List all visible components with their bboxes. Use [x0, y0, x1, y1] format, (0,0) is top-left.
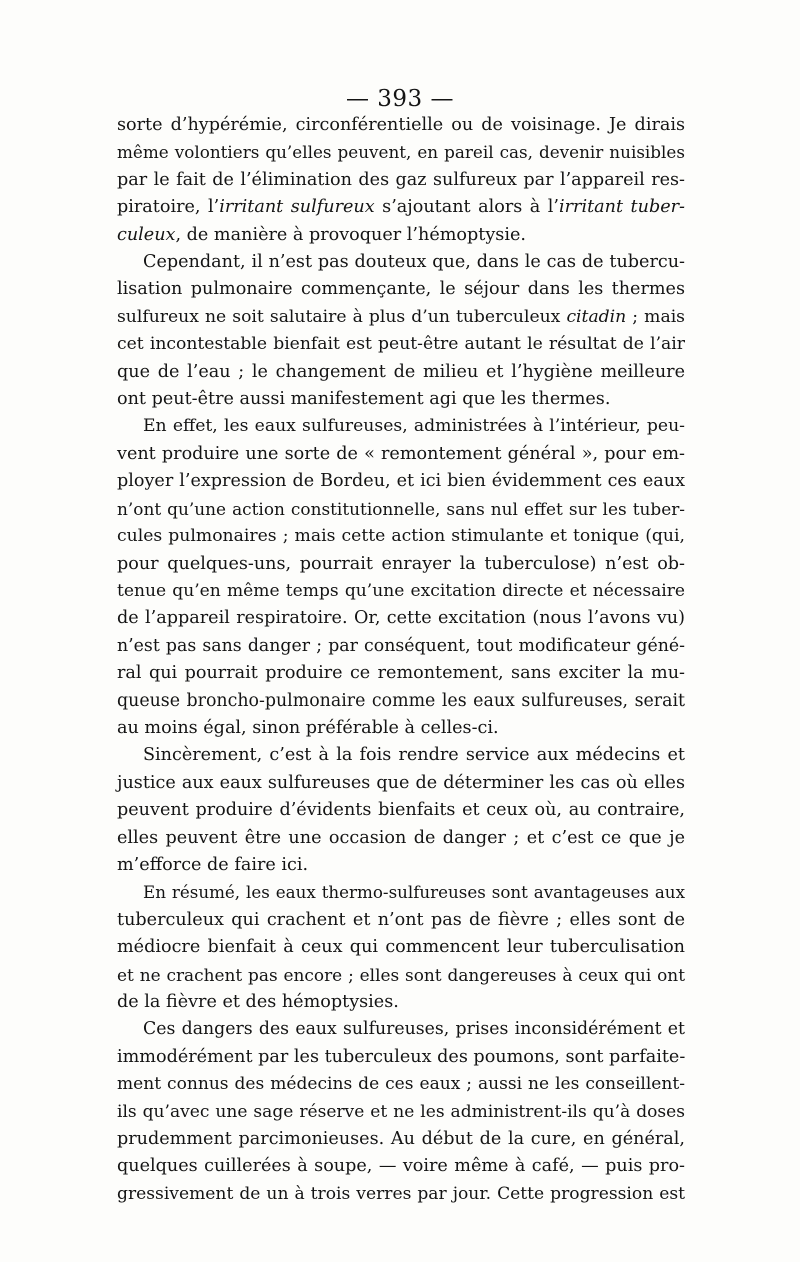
- text-line: ployer l’expression de Bordeu, et ici bien évidemment ces eaux: [117, 471, 685, 492]
- text-line: lisation pulmonaire commençante, le séjour dans les thermes: [117, 279, 685, 300]
- text-line: de l’appareil respiratoire. Or, cette excitation (nous l’avons vu): [117, 608, 685, 629]
- text-line: culeux, de manière à provoquer l’hémoptysie.: [117, 224, 526, 245]
- page-number: — 393 —: [345, 86, 455, 112]
- text-line: prudemment parcimonieuses. Au début de la cure, en général,: [117, 1129, 685, 1150]
- text-line: de la fièvre et des hémoptysies.: [117, 992, 399, 1012]
- text-line: ils qu’avec une sage réserve et ne les administrent-ils qu’à doses: [117, 1101, 685, 1122]
- text-line: gressivement de un à trois verres par jour. Cette progression est: [117, 1183, 685, 1204]
- text-line: au moins égal, sinon préférable à celles-ci.: [117, 717, 499, 738]
- text-line: elles peuvent être une occasion de danger ; et c’est ce que je: [117, 827, 685, 848]
- text-line: immodérément par les tuberculeux des poumons, sont parfaite-: [117, 1046, 686, 1067]
- text-line: En résumé, les eaux thermo-sulfureuses sont avantageuses aux: [143, 882, 685, 903]
- text-line: piratoire, l’irritant sulfureux s’ajoutant alors à l’irritant tuber-: [117, 197, 685, 218]
- text-line: sulfureux ne soit salutaire à plus d’un tuberculeux citadin ; mais: [117, 306, 685, 327]
- text-line: tuberculeux qui crachent et n’ont pas de fièvre ; elles sont de: [117, 909, 685, 930]
- text-line: n’est pas sans danger ; par conséquent, tout modificateur géné-: [117, 635, 685, 656]
- text-line: queuse broncho-pulmonaire comme les eaux sulfureuses, serait: [117, 690, 685, 711]
- text-line: cules pulmonaires ; mais cette action stimulante et tonique (qui,: [117, 526, 685, 547]
- text-line: n’ont qu’une action constitutionnelle, sans nul effet sur les tuber-: [117, 498, 685, 519]
- paragraph: [117, 1016, 685, 1208]
- text-line: ment connus des médecins de ces eaux ; aussi ne les conseillent-: [117, 1074, 685, 1095]
- text-line: vent produire une sorte de « remontement général », pour em-: [117, 443, 685, 464]
- text-line: Ces dangers des eaux sulfureuses, prises inconsidérément et: [143, 1019, 685, 1040]
- text-line: cet incontestable bienfait est peut-être autant le résultat de l’air: [117, 334, 685, 355]
- text-line: même volontiers qu’elles peuvent, en pareil cas, devenir nuisibles: [117, 142, 685, 163]
- text-line: ont peut-être aussi manifestement agi que les thermes.: [117, 389, 611, 410]
- body-text: [117, 112, 685, 1208]
- text-line: que de l’eau ; le changement de milieu et l’hygiène meilleure: [117, 361, 685, 382]
- paragraph: [117, 413, 685, 742]
- text-line: peuvent produire d’évidents bienfaits et ceux où, au contraire,: [117, 800, 685, 821]
- text-line: pour quelques-uns, pourrait enrayer la tuberculose) n’est ob-: [117, 553, 685, 574]
- text-line: m’efforce de faire ici.: [117, 854, 309, 875]
- paragraph: [117, 742, 685, 879]
- paragraph: [117, 112, 685, 249]
- text-line: justice aux eaux sulfureuses que de déterminer les cas où elles: [117, 772, 685, 793]
- text-line: tenue qu’en même temps qu’une excitation directe et nécessaire: [117, 580, 685, 601]
- paragraph: [117, 879, 685, 1016]
- paragraph: [117, 249, 685, 413]
- text-line: médiocre bienfait à ceux qui commencent leur tuberculisation: [117, 937, 685, 958]
- text-line: et ne crachent pas encore ; elles sont dangereuses à ceux qui ont: [117, 964, 685, 985]
- text-line: sorte d’hypérémie, circonférentielle ou de voisinage. Je dirais: [117, 115, 685, 135]
- text-line: Cependant, il n’est pas douteux que, dans le cas de tubercu-: [143, 252, 685, 273]
- text-line: En effet, les eaux sulfureuses, administrées à l’intérieur, peu-: [143, 416, 685, 437]
- text-line: quelques cuillerées à soupe, — voire même à café, — puis pro-: [117, 1156, 685, 1177]
- text-line: ral qui pourrait produire ce remontement, sans exciter la mu-: [117, 663, 685, 684]
- text-line: par le fait de l’élimination des gaz sulfureux par l’appareil res-: [117, 169, 685, 190]
- text-line: Sincèrement, c’est à la fois rendre service aux médecins et: [143, 745, 685, 766]
